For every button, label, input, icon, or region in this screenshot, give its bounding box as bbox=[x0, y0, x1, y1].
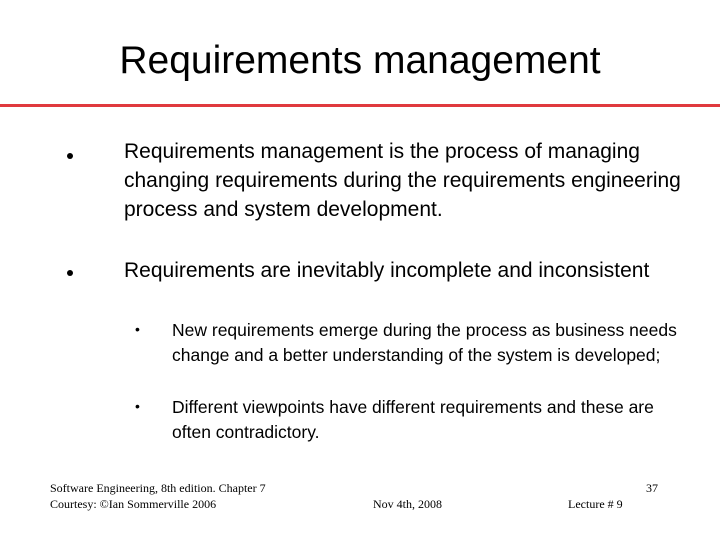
bullet-2-text: Requirements are inevitably incomplete and inconsistent bbox=[124, 259, 650, 282]
slide-title: Requirements management bbox=[119, 39, 601, 82]
sub-bullet-2-text: Different viewpoints have different requirements and these are often contradictory. bbox=[172, 397, 654, 442]
footer-lecture: Lecture # 9 bbox=[568, 497, 623, 511]
title-underline bbox=[0, 104, 720, 107]
bullet-1-text: Requirements management is the process of managing changing requirements during the requirements engineering process and system development. bbox=[124, 140, 681, 221]
bullet-dot-1 bbox=[67, 153, 73, 159]
bullet-dot-2 bbox=[67, 270, 73, 276]
footer-source-line-2: Courtesy: ©Ian Sommerville 2006 bbox=[50, 497, 217, 511]
footer-date: Nov 4th, 2008 bbox=[373, 497, 442, 511]
sub-bullet-dot-2: • bbox=[135, 398, 140, 414]
sub-bullet-dot-1: • bbox=[135, 321, 140, 337]
footer-source-line-1: Software Engineering, 8th edition. Chapter 7 bbox=[50, 481, 266, 495]
sub-bullet-1-text: New requirements emerge during the process as business needs change and a better understanding of the system is developed; bbox=[172, 320, 677, 365]
footer-page-number: 37 bbox=[646, 481, 658, 495]
